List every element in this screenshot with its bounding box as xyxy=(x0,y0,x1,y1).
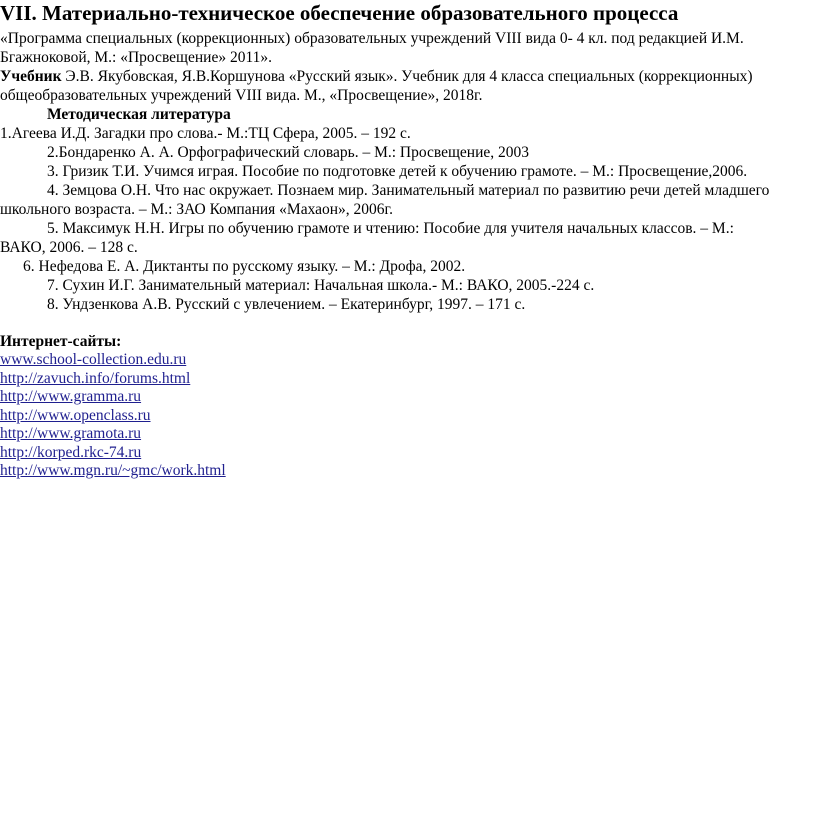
link-mgn[interactable]: http://www.mgn.ru/~gmc/work.html xyxy=(0,462,226,479)
methodical-heading: Методическая литература xyxy=(47,106,231,123)
link-korped[interactable]: http://korped.rkc-74.ru xyxy=(0,444,142,461)
textbook-line-2: общеобразовательных учреждений VIII вида. М., «Просвещение», 2018г. xyxy=(0,87,483,104)
textbook-label: Учебник xyxy=(0,68,62,85)
reference-item-1: 1.Агеева И.Д. Загадки про слова.- М.:ТЦ Сфера, 2005. – 192 с. xyxy=(0,125,411,142)
reference-item-3: 3. Гризик Т.И. Учимся играя. Пособие по подготовке детей к обучению грамоте. – М.: Просвещение,2006. xyxy=(47,163,748,180)
reference-item-4-cont: школьного возраста. – М.: ЗАО Компания «Махаон», 2006г. xyxy=(0,201,394,218)
reference-item-6: 6. Нефедова Е. А. Диктанты по русскому языку. – М.: Дрофа, 2002. xyxy=(23,258,466,275)
reference-item-5-cont: ВАКО, 2006. – 128 с. xyxy=(0,239,138,256)
program-line-2: Бгажноковой, М.: «Просвещение» 2011». xyxy=(0,49,273,66)
link-school-collection[interactable]: www.school-collection.edu.ru xyxy=(0,351,187,368)
reference-item-8: 8. Ундзенкова А.В. Русский с увлечением. – Екатеринбург, 1997. – 171 с. xyxy=(47,296,526,313)
reference-item-5: 5. Максимук Н.Н. Игры по обучению грамоте и чтению: Пособие для учителя начальных классов. – М.: xyxy=(47,220,734,237)
textbook-line-1 xyxy=(0,67,753,86)
section-title: VII. Материально-техническое обеспечение образовательного процесса xyxy=(0,1,679,25)
reference-item-7: 7. Сухин И.Г. Занимательный материал: Начальная школа.- М.: ВАКО, 2005.-224 с. xyxy=(47,277,595,294)
link-gramota[interactable]: http://www.gramota.ru xyxy=(0,425,142,442)
link-openclass[interactable]: http://www.openclass.ru xyxy=(0,407,151,424)
reference-item-2: 2.Бондаренко А. А. Орфографический словарь. – М.: Просвещение, 2003 xyxy=(47,144,530,161)
internet-heading: Интернет-сайты: xyxy=(0,333,122,350)
reference-item-4: 4. Земцова О.Н. Что нас окружает. Познаем мир. Занимательный материал по развитию речи детей младшего xyxy=(47,182,770,199)
textbook-text: Э.В. Якубовская, Я.В.Коршунова «Русский язык». Учебник для 4 класса специальных (коррекционных) xyxy=(61,68,753,85)
link-gramma[interactable]: http://www.gramma.ru xyxy=(0,388,142,405)
program-line-1: «Программа специальных (коррекционных) образовательных учреждений VIII вида 0- 4 кл. под редакцией И.М. xyxy=(0,30,744,47)
link-zavuch[interactable]: http://zavuch.info/forums.html xyxy=(0,370,191,387)
